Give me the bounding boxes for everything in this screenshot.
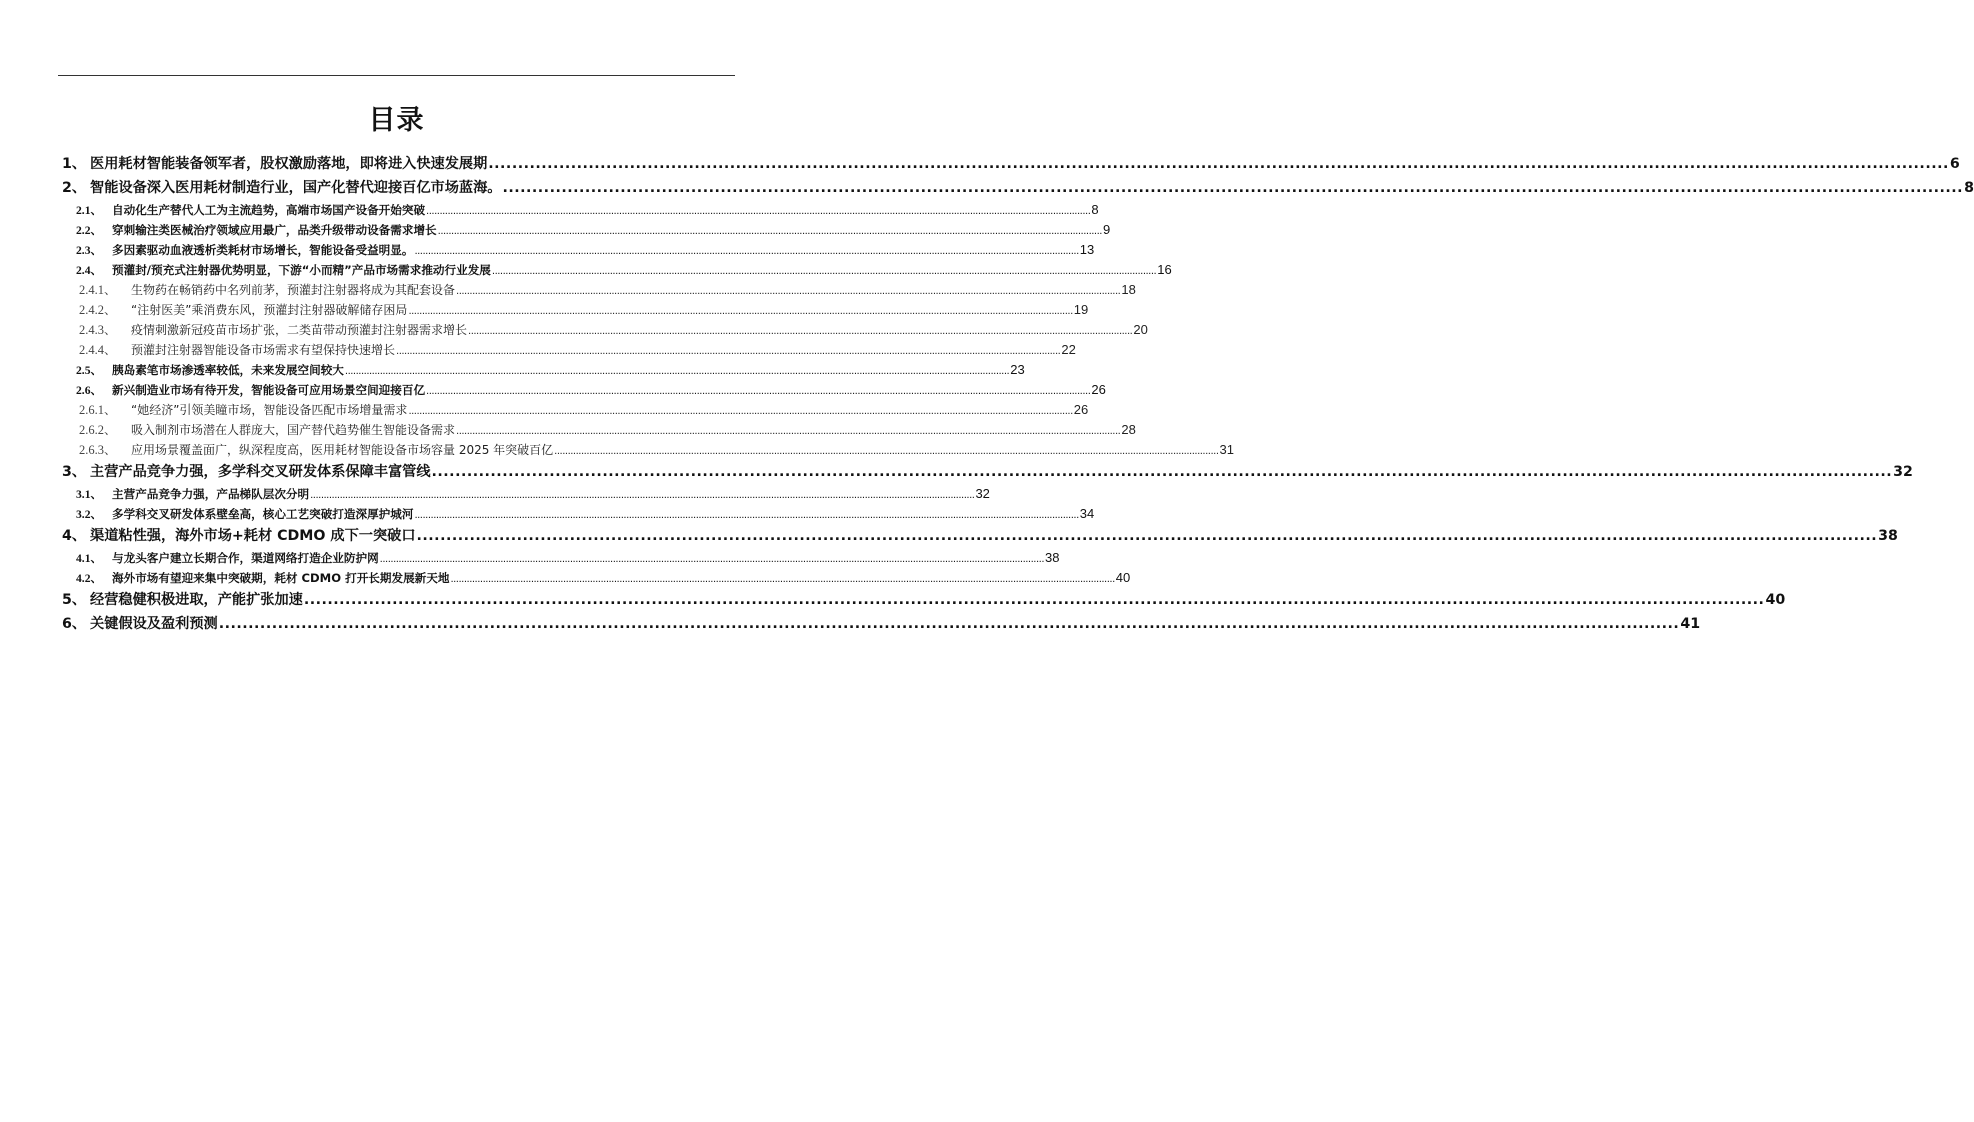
toc-entry[interactable]: [62, 612, 1701, 636]
toc-entry-title[interactable]: 渠道粘性强，海外市场+耗材 CDMO 成下一突破口: [90, 528, 416, 544]
toc-entry[interactable]: [62, 320, 1148, 340]
toc-leader-dots: [488, 152, 1949, 176]
toc-entry-page[interactable]: 22: [1061, 342, 1076, 357]
toc-entry-number: 2.5、: [76, 364, 103, 377]
toc-leader-dots: [456, 282, 1120, 302]
toc-leader-dots: [310, 486, 974, 506]
toc-entry-title[interactable]: 胰岛素笔市场渗透率较低，未来发展空间较大: [112, 363, 344, 377]
toc-entry-page[interactable]: 6: [1949, 156, 1960, 172]
toc-entry-title[interactable]: “注射医美”乘消费东风，预灌封注射器破解储存困局: [131, 303, 408, 317]
toc-entry-title[interactable]: “她经济”引领美瞳市场，智能设备匹配市场增量需求: [131, 403, 408, 417]
toc-leader-dots: [450, 570, 1114, 590]
toc-entry-number: 2.6、: [76, 384, 103, 397]
toc-leader-dots: [408, 402, 1072, 422]
toc-entry[interactable]: [62, 504, 1095, 524]
toc-entry-page[interactable]: 18: [1121, 282, 1136, 297]
toc-leader-dots: [468, 322, 1132, 342]
toc-entry-title[interactable]: 多学科交叉研发体系壁垒高，核心工艺突破打造深厚护城河: [112, 507, 414, 521]
toc-entry[interactable]: [62, 460, 1913, 484]
toc-leader-dots: [304, 588, 1765, 612]
toc-entry-page[interactable]: 28: [1121, 422, 1136, 437]
header-rule: [58, 75, 735, 76]
toc-leader-dots: [426, 202, 1090, 222]
toc-entry-title[interactable]: 应用场景覆盖面广，纵深程度高，医用耗材智能设备市场容量 2025 年突破百亿: [131, 443, 554, 457]
toc-entry-title[interactable]: 新兴制造业市场有待开发，智能设备可应用场景空间迎接百亿: [112, 383, 426, 397]
toc-entry[interactable]: [62, 200, 1099, 220]
toc-entry-page[interactable]: 40: [1115, 570, 1131, 585]
toc-entry[interactable]: [62, 420, 1136, 440]
toc-leader-dots: [345, 362, 1009, 382]
toc-leader-dots: [438, 222, 1102, 242]
toc-entry-title[interactable]: 多因素驱动血液透析类耗材市场增长，智能设备受益明显。: [112, 243, 414, 257]
toc-entry[interactable]: [62, 240, 1095, 260]
toc-entry[interactable]: [62, 400, 1089, 420]
toc-entry[interactable]: [62, 588, 1786, 612]
toc-entry-number: 2.3、: [76, 244, 103, 257]
toc-entry[interactable]: [62, 300, 1089, 320]
toc-entry-number: 2.4.4、: [79, 343, 117, 357]
toc-entry[interactable]: [62, 360, 1025, 380]
toc-entry-title[interactable]: 智能设备深入医用耗材制造行业，国产化替代迎接百亿市场蓝海。: [90, 180, 502, 196]
toc-entry-number: 2.2、: [76, 224, 103, 237]
toc-entry[interactable]: [62, 484, 990, 504]
toc-entry-page[interactable]: 20: [1133, 322, 1148, 337]
toc-entry-page[interactable]: 8: [1964, 180, 1974, 196]
toc-leader-dots: [426, 382, 1090, 402]
toc-entry-number: 3.1、: [76, 488, 103, 501]
toc-entry-page[interactable]: 31: [1219, 442, 1234, 457]
toc-leader-dots: [432, 460, 1893, 484]
toc-entry[interactable]: [62, 340, 1076, 360]
toc-entry-title[interactable]: 自动化生产替代人工为主流趋势，高端市场国产设备开始突破: [112, 203, 426, 217]
toc-entry-title[interactable]: 经营稳健积极进取，产能扩张加速: [90, 592, 303, 608]
toc-entry-number: 2.1、: [76, 204, 103, 217]
toc-entry[interactable]: [62, 524, 1898, 548]
toc-entry-title[interactable]: 预灌封/预充式注射器优势明显，下游“小而精”产品市场需求推动行业发展: [112, 263, 491, 277]
toc-entry-page[interactable]: 26: [1073, 402, 1089, 417]
toc-leader-dots: [414, 506, 1078, 526]
toc-entry[interactable]: [62, 440, 1234, 460]
toc-entry-title[interactable]: 海外市场有望迎来集中突破期，耗材 CDMO 打开长期发展新天地: [112, 571, 450, 585]
toc-leader-dots: [380, 550, 1044, 570]
toc-entry-page[interactable]: 38: [1045, 550, 1060, 565]
toc-entry-page[interactable]: 26: [1091, 382, 1106, 397]
toc-entry-number: 2.4.2、: [79, 303, 117, 317]
toc-entry-title[interactable]: 医用耗材智能装备领军者，股权激励落地，即将进入快速发展期: [90, 156, 488, 172]
toc-entry-number: 2.4、: [76, 264, 103, 277]
toc-entry-number: 3、: [62, 464, 87, 480]
toc-entry-number: 2.6.1、: [79, 403, 117, 417]
toc-entry-number: 3.2、: [76, 508, 103, 521]
toc-entry-number: 4.2、: [76, 572, 103, 585]
toc-entry-number: 5、: [62, 592, 87, 608]
toc-entry-page[interactable]: 32: [975, 486, 990, 501]
toc-entry-title[interactable]: 预灌封注射器智能设备市场需求有望保持快速增长: [131, 343, 396, 357]
toc-entry-title[interactable]: 疫情刺激新冠疫苗市场扩张，二类苗带动预灌封注射器需求增长: [131, 323, 468, 337]
toc-entry-title[interactable]: 穿刺输注类医械治疗领域应用最广，品类升级带动设备需求增长: [112, 223, 437, 237]
toc-entry-page[interactable]: 40: [1765, 592, 1786, 608]
toc-entry-number: 2.6.2、: [79, 423, 117, 437]
page-title: 目录: [368, 105, 425, 136]
toc-entry[interactable]: [62, 280, 1136, 300]
toc-leader-dots: [408, 302, 1072, 322]
toc-entry[interactable]: [62, 548, 1060, 568]
toc-entry-number: 2.6.3、: [79, 443, 117, 457]
toc-entry-title[interactable]: 关键假设及盈利预测: [90, 616, 218, 632]
toc-leader-dots: [219, 612, 1680, 636]
toc-leader-dots: [456, 422, 1120, 442]
toc-leader-dots: [502, 176, 1963, 200]
toc-leader-dots: [417, 524, 1878, 548]
toc-entry-title[interactable]: 生物药在畅销药中名列前茅，预灌封注射器将成为其配套设备: [131, 283, 456, 297]
toc-entry-number: 4、: [62, 528, 87, 544]
toc-entry[interactable]: [62, 568, 1131, 588]
toc-entry-page[interactable]: 23: [1010, 362, 1025, 377]
toc-entry-title[interactable]: 主营产品竞争力强，产品梯队层次分明: [112, 487, 310, 501]
toc-entry-number: 2.4.1、: [79, 283, 117, 297]
toc-entry-page[interactable]: 8: [1091, 202, 1099, 217]
toc-entry-page[interactable]: 13: [1079, 242, 1095, 257]
toc-entry[interactable]: [62, 152, 1960, 176]
toc-leader-dots: [414, 242, 1078, 262]
toc-entry[interactable]: [62, 380, 1106, 400]
toc-entry-title[interactable]: 主营产品竞争力强，多学科交叉研发体系保障丰富管线: [90, 464, 431, 480]
toc-entry-number: 1、: [62, 156, 87, 172]
toc-leader-dots: [554, 442, 1218, 462]
toc-entry-number: 2.4.3、: [79, 323, 117, 337]
toc-entry-title[interactable]: 吸入制剂市场潜在人群庞大，国产替代趋势催生智能设备需求: [131, 423, 456, 437]
toc-entry-page[interactable]: 41: [1680, 616, 1701, 632]
toc-entry-page[interactable]: 38: [1878, 528, 1898, 544]
toc-entry-number: 4.1、: [76, 552, 103, 565]
toc-leader-dots: [492, 262, 1156, 282]
toc-entry[interactable]: [62, 220, 1111, 240]
table-of-contents: [62, 152, 1974, 636]
toc-leader-dots: [396, 342, 1060, 362]
toc-entry-number: 2、: [62, 180, 87, 196]
toc-entry-page[interactable]: 19: [1073, 302, 1089, 317]
toc-entry-title[interactable]: 与龙头客户建立长期合作，渠道网络打造企业防护网: [112, 551, 379, 565]
toc-entry[interactable]: [62, 176, 1974, 200]
toc-entry-page[interactable]: 9: [1102, 222, 1111, 237]
toc-entry-page[interactable]: 34: [1079, 506, 1095, 521]
toc-entry-number: 6、: [62, 616, 87, 632]
toc-entry[interactable]: [62, 260, 1172, 280]
toc-entry-page[interactable]: 16: [1157, 262, 1172, 277]
toc-entry-page[interactable]: 32: [1893, 464, 1913, 480]
